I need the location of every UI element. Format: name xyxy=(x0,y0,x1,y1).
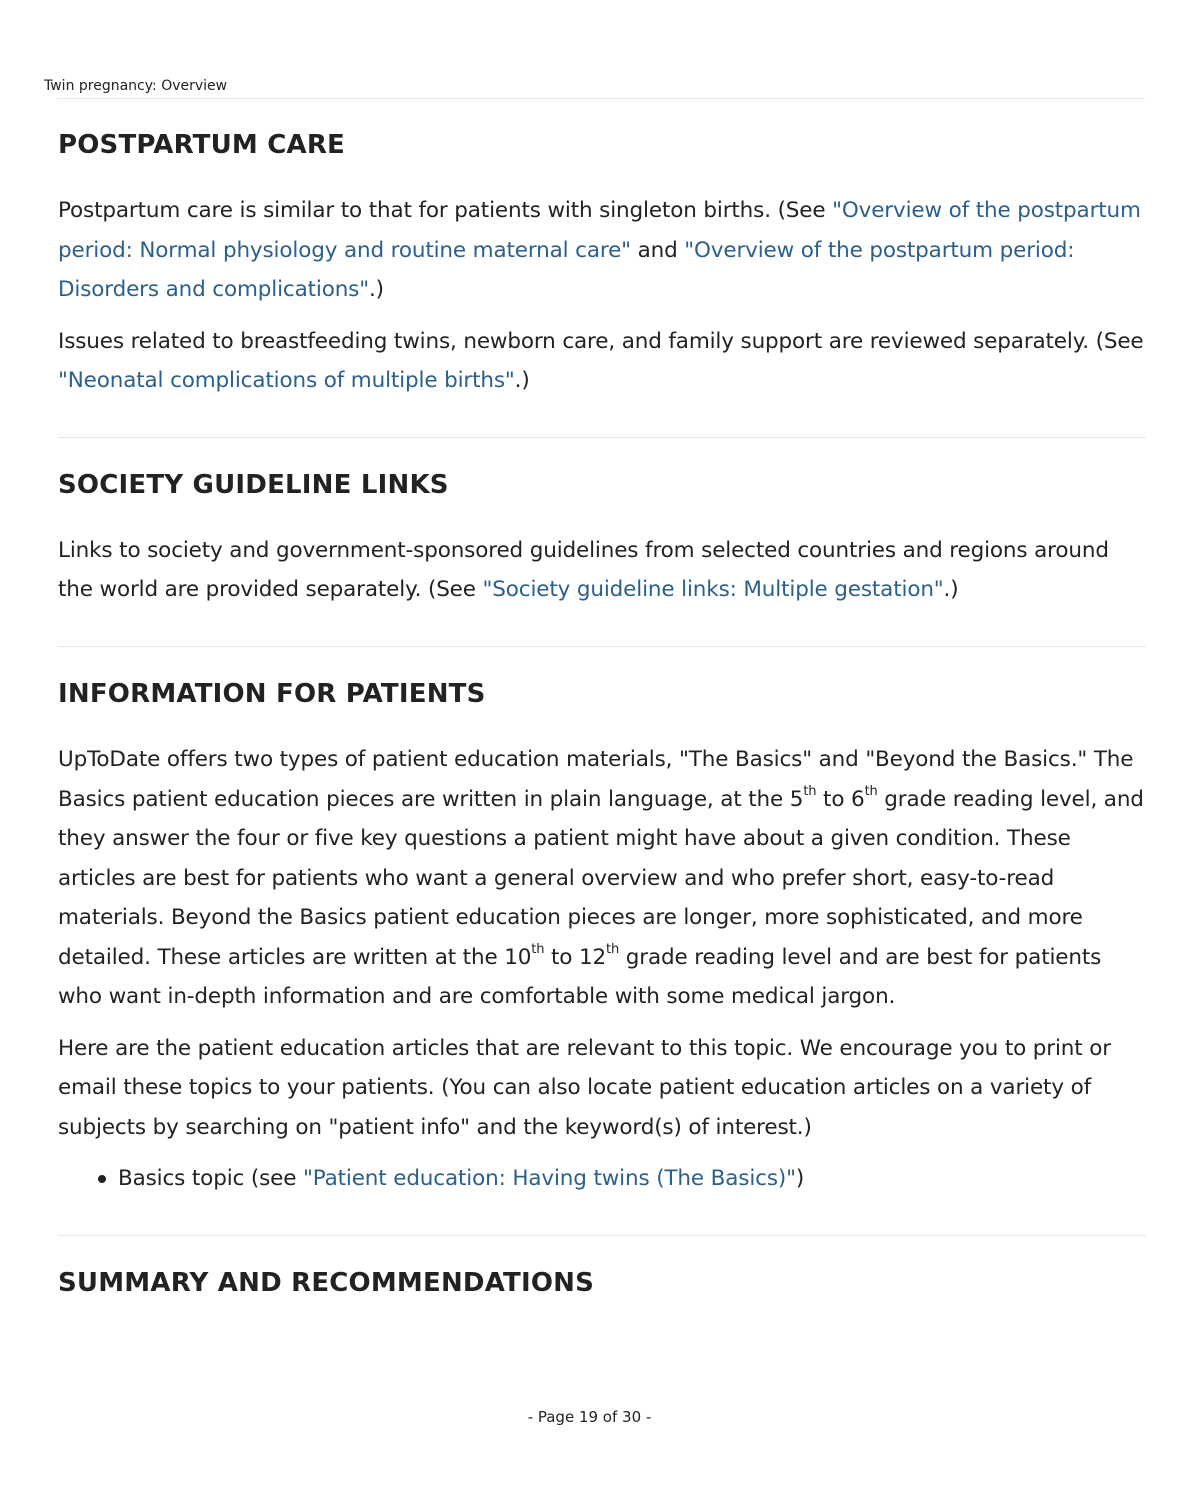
link-postpartum-normal-physiology[interactable]: "Overview of the postpartum period: Normal physiology and routine maternal care" xyxy=(58,198,1141,263)
text-run: UpToDate offers two types of patient education materials, "The Basics" and "Beyond the Basics." The Basics patient education pieces are written in plain language, at the 5 xyxy=(58,747,1134,812)
text-run: .) xyxy=(514,368,530,394)
document-content xyxy=(58,100,1146,1299)
guidelines-paragraph xyxy=(58,531,1146,610)
patients-paragraph-2 xyxy=(58,1029,1146,1148)
section-title-society-guideline-links: SOCIETY GUIDELINE LINKS xyxy=(58,469,449,500)
superscript: th xyxy=(606,942,620,958)
text-run: Postpartum care is similar to that for patients with singleton births. (See xyxy=(58,198,833,224)
section-society-guideline-links xyxy=(58,438,1146,610)
text-run: grade reading level, and they answer the four or five key questions a patient might have about a given condition. These articles are best for patients who want a general overview and who prefer short, easy-to-read materials. Beyond the Basics patient education pieces are longer, more sophisticated, and more detailed. These articles are written at the 10 xyxy=(58,786,1144,970)
text-run: Issues related to breastfeeding twins, newborn care, and family support are reviewed separately. (See xyxy=(58,328,1144,354)
link-postpartum-disorders[interactable]: "Overview of the postpartum period: Disorders and complications" xyxy=(58,237,1075,303)
patient-education-list xyxy=(58,1159,1146,1199)
page-number: - Page 19 of 30 - xyxy=(527,1408,652,1426)
patients-paragraph-1 xyxy=(58,740,1146,1017)
header-divider xyxy=(57,98,1145,99)
list-item xyxy=(58,1159,1146,1199)
superscript: th xyxy=(531,942,545,958)
section-title-postpartum-care: POSTPARTUM CARE xyxy=(58,130,346,160)
postpartum-paragraph-1 xyxy=(58,191,1146,310)
bullet-icon xyxy=(98,1175,106,1183)
text-run: Basics topic (see xyxy=(118,1166,303,1192)
running-header-title: Twin pregnancy: Overview xyxy=(44,78,228,94)
postpartum-paragraph-2 xyxy=(58,322,1146,401)
superscript: th xyxy=(864,784,878,800)
section-summary-and-recommendations xyxy=(58,1236,1146,1299)
text-run: .) xyxy=(368,277,384,303)
link-society-guideline-multiple-gestation[interactable]: "Society guideline links: Multiple gestation" xyxy=(482,577,944,603)
text-run: and xyxy=(630,237,685,263)
section-title-summary-and-recommendations: SUMMARY AND RECOMMENDATIONS xyxy=(58,1267,595,1298)
text-run: .) xyxy=(943,577,959,603)
section-postpartum-care xyxy=(58,100,1146,401)
text-run: to 6 xyxy=(816,786,865,812)
section-information-for-patients xyxy=(58,647,1146,1199)
text-run: Links to society and government-sponsored guidelines from selected countries and regions around the world are provided separately. (See xyxy=(58,537,1109,603)
link-neonatal-complications[interactable]: "Neonatal complications of multiple births" xyxy=(58,368,515,394)
superscript: th xyxy=(803,784,817,800)
text-run: grade reading level and are best for patients who want in-depth information and are comfortable with some medical jargon. xyxy=(58,944,1102,1010)
link-having-twins-basics[interactable]: "Patient education: Having twins (The Basics)" xyxy=(303,1166,796,1192)
section-title-information-for-patients: INFORMATION FOR PATIENTS xyxy=(58,678,486,709)
text-run: to 12 xyxy=(544,944,607,970)
text-run: ) xyxy=(795,1166,805,1192)
text-run: Here are the patient education articles that are relevant to this topic. We encourage you to print or email these topics to your patients. (You can also locate patient education articles on a variety of subjects by searching on "patient info" and the keyword(s) of interest.) xyxy=(58,1035,1111,1140)
